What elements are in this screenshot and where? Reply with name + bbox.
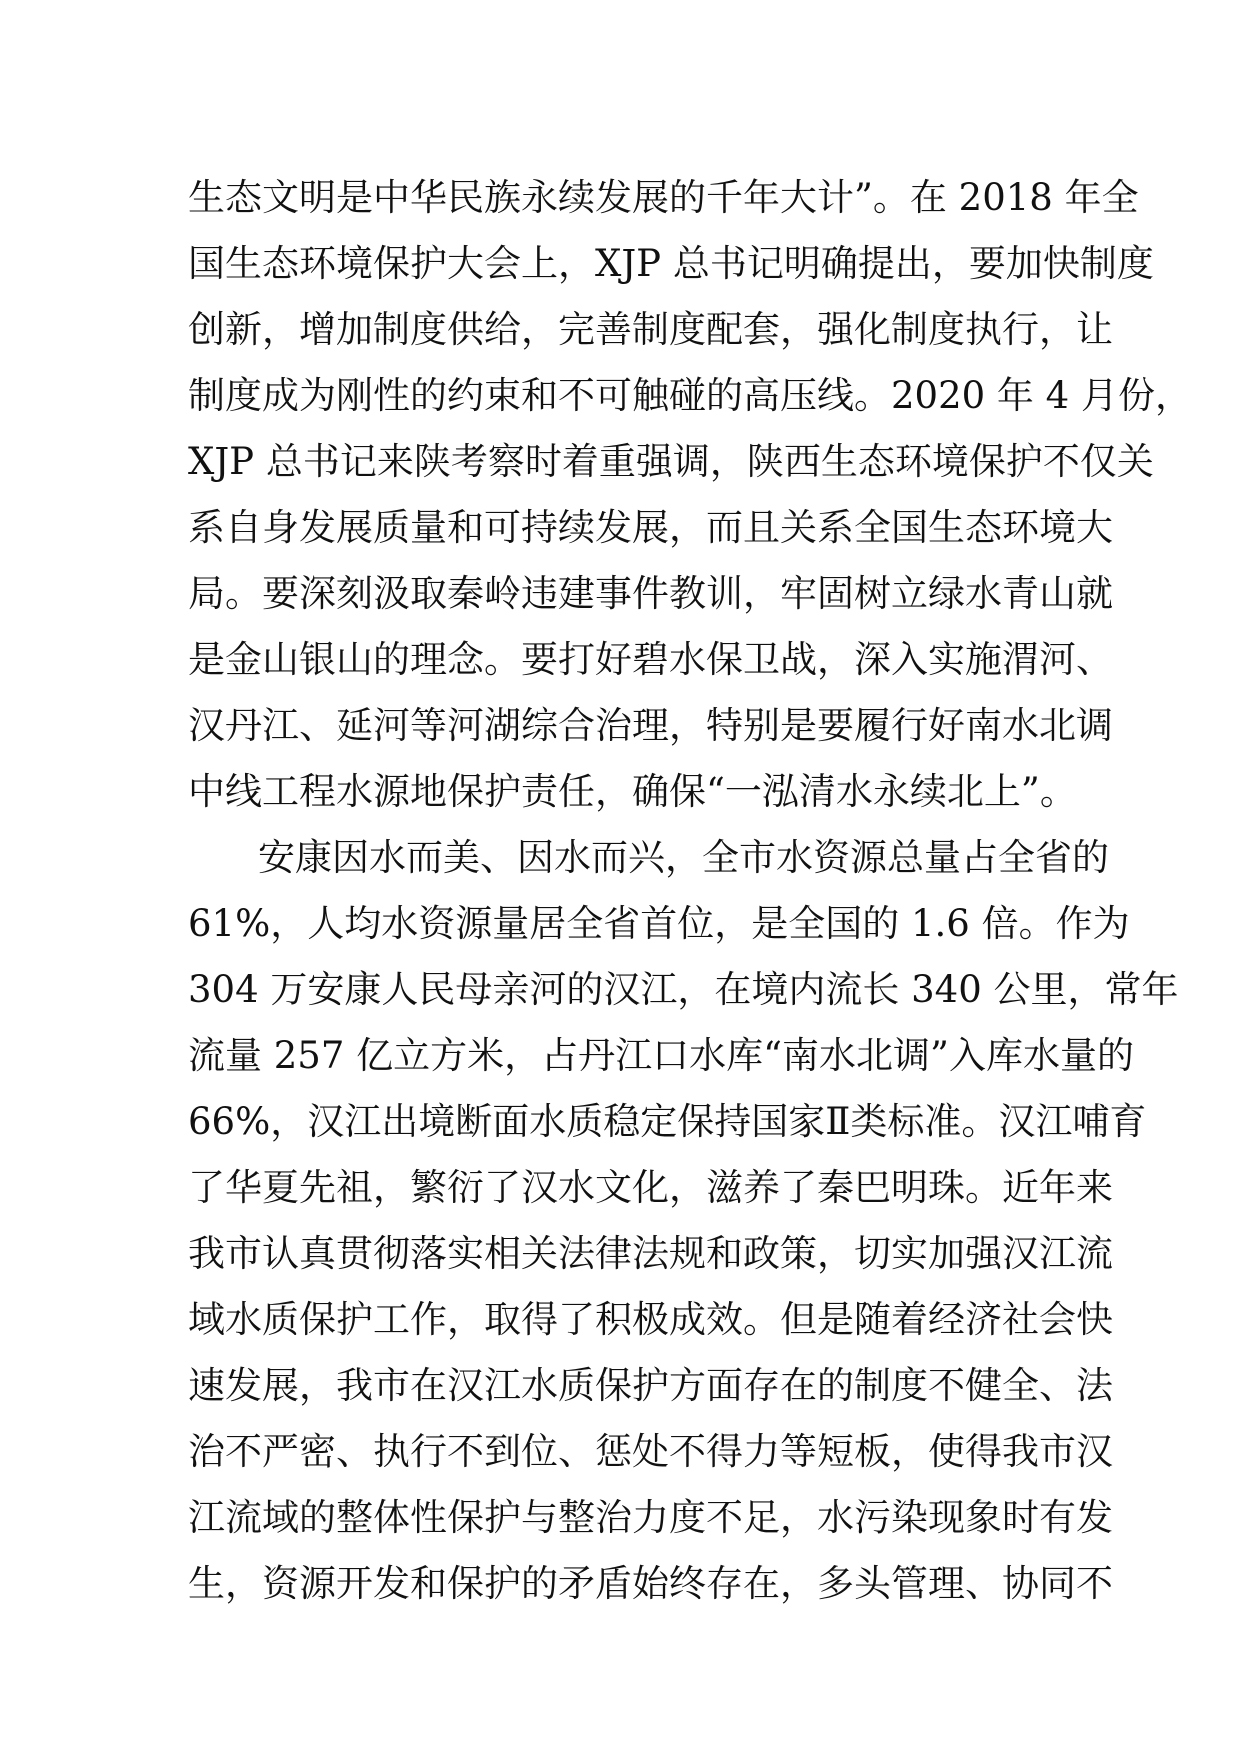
text-line: 生态文明是中华民族永续发展的千年大计”。在 2018 年全 [188,176,1139,219]
text-line: 局。要深刻汲取秦岭违建事件教训，牢固树立绿水青山就 [188,572,1113,615]
text-line: 制度成为刚性的约束和不可触碰的高压线。2020 年 4 月份， [188,374,1192,417]
paragraph-2 [188,825,1179,1617]
text-line: 61%，人均水资源量居全省首位，是全国的 1.6 倍。作为 [188,902,1130,945]
text-line-indented: 安康因水而美、因水而兴，全市水资源总量占全省的 [258,836,1109,879]
text-line: 治不严密、执行不到位、惩处不得力等短板，使得我市汉 [188,1430,1113,1473]
text-line: 域水质保护工作，取得了积极成效。但是随着经济社会快 [188,1298,1113,1341]
body-text [188,165,1192,1617]
text-line: 速发展，我市在汉江水质保护方面存在的制度不健全、法 [188,1364,1113,1407]
text-line: 了华夏先祖，繁衍了汉水文化，滋养了秦巴明珠。近年来 [188,1166,1113,1209]
text-line: 66%，汉江出境断面水质稳定保持国家Ⅱ类标准。汉江哺育 [188,1100,1147,1143]
text-line: 流量 257 亿立方米，占丹江口水库“南水北调”入库水量的 [188,1034,1134,1077]
text-line: 是金山银山的理念。要打好碧水保卫战，深入实施渭河、 [188,638,1113,681]
text-line: 江流域的整体性保护与整治力度不足，水污染现象时有发 [188,1496,1113,1539]
text-line: 汉丹江、延河等河湖综合治理，特别是要履行好南水北调 [188,704,1113,747]
text-line: XJP 总书记来陕考察时着重强调，陕西生态环境保护不仅关 [188,440,1154,483]
text-line: 304 万安康人民母亲河的汉江，在境内流长 340 公里，常年 [188,968,1179,1011]
text-line: 我市认真贯彻落实相关法律法规和政策，切实加强汉江流 [188,1232,1113,1275]
text-line: 中线工程水源地保护责任，确保“一泓清水永续北上”。 [188,770,1077,813]
text-line: 系自身发展质量和可持续发展，而且关系全国生态环境大 [188,506,1113,549]
paragraph-1 [188,165,1192,825]
text-line: 国生态环境保护大会上，XJP 总书记明确提出，要加快制度 [188,242,1154,285]
text-line: 生，资源开发和保护的矛盾始终存在，多头管理、协同不 [188,1562,1113,1605]
text-line: 创新，增加制度供给，完善制度配套，强化制度执行，让 [188,308,1113,351]
